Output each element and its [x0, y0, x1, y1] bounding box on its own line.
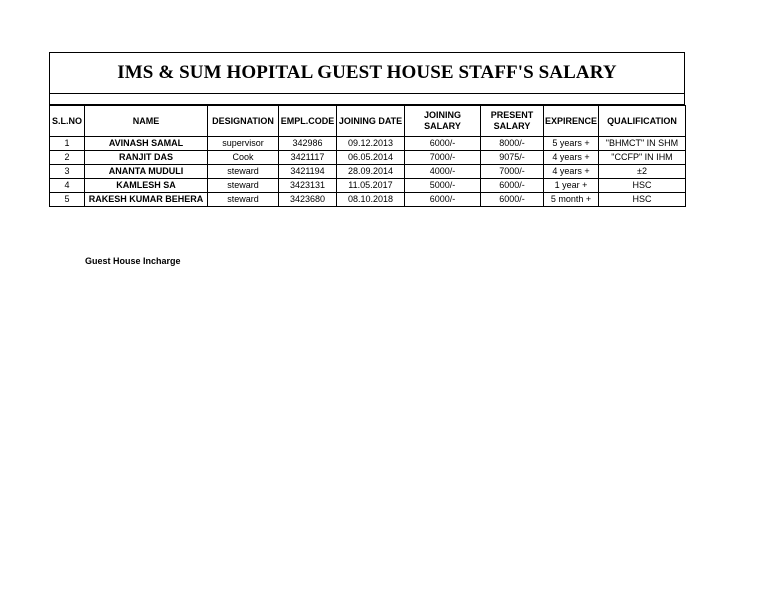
- cell-name: RAKESH KUMAR BEHERA: [85, 193, 208, 207]
- cell-empl-code: 3421194: [279, 165, 337, 179]
- blank-row: [49, 94, 685, 105]
- page-title: IMS & SUM HOPITAL GUEST HOUSE STAFF'S SALARY: [117, 62, 617, 83]
- cell-empl-code: 3423131: [279, 179, 337, 193]
- salary-table: [49, 105, 686, 207]
- cell-qualification: ±2: [599, 165, 686, 179]
- cell-designation: supervisor: [208, 137, 279, 151]
- cell-slno: 4: [50, 179, 85, 193]
- cell-present-salary: 6000/-: [481, 179, 544, 193]
- cell-name: KAMLESH SA: [85, 179, 208, 193]
- table-row: [50, 193, 686, 207]
- guest-house-incharge-label: Guest House Incharge: [85, 256, 181, 266]
- cell-joining-salary: 6000/-: [405, 193, 481, 207]
- cell-name: ANANTA MUDULI: [85, 165, 208, 179]
- header-row: [50, 106, 686, 137]
- table-row: [50, 179, 686, 193]
- cell-joining-date: 06.05.2014: [337, 151, 405, 165]
- cell-slno: 5: [50, 193, 85, 207]
- table-row: [50, 165, 686, 179]
- cell-designation: Cook: [208, 151, 279, 165]
- title-box: [49, 52, 685, 94]
- cell-designation: steward: [208, 165, 279, 179]
- cell-qualification: HSC: [599, 193, 686, 207]
- cell-empl-code: 3423680: [279, 193, 337, 207]
- header-name: NAME: [85, 106, 208, 137]
- cell-qualification: "BHMCT" IN SHM: [599, 137, 686, 151]
- cell-name: RANJIT DAS: [85, 151, 208, 165]
- header-slno: S.L.NO: [50, 106, 85, 137]
- cell-joining-salary: 7000/-: [405, 151, 481, 165]
- salary-sheet: [49, 52, 685, 207]
- header-joining-date: JOINING DATE: [337, 106, 405, 137]
- cell-expirence: 4 years +: [544, 151, 599, 165]
- cell-present-salary: 8000/-: [481, 137, 544, 151]
- cell-designation: steward: [208, 193, 279, 207]
- cell-expirence: 4 years +: [544, 165, 599, 179]
- cell-expirence: 1 year +: [544, 179, 599, 193]
- cell-joining-date: 09.12.2013: [337, 137, 405, 151]
- header-designation: DESIGNATION: [208, 106, 279, 137]
- header-qualification: QUALIFICATION: [599, 106, 686, 137]
- cell-qualification: "CCFP" IN IHM: [599, 151, 686, 165]
- header-joining-salary: JOINING SALARY: [405, 106, 481, 137]
- cell-joining-date: 08.10.2018: [337, 193, 405, 207]
- table-row: [50, 137, 686, 151]
- cell-present-salary: 6000/-: [481, 193, 544, 207]
- cell-present-salary: 9075/-: [481, 151, 544, 165]
- cell-empl-code: 3421117: [279, 151, 337, 165]
- cell-joining-salary: 4000/-: [405, 165, 481, 179]
- cell-joining-salary: 6000/-: [405, 137, 481, 151]
- cell-slno: 2: [50, 151, 85, 165]
- cell-joining-date: 11.05.2017: [337, 179, 405, 193]
- table-row: [50, 151, 686, 165]
- cell-expirence: 5 month +: [544, 193, 599, 207]
- cell-present-salary: 7000/-: [481, 165, 544, 179]
- cell-slno: 3: [50, 165, 85, 179]
- header-empl-code: EMPL.CODE: [279, 106, 337, 137]
- cell-expirence: 5 years +: [544, 137, 599, 151]
- cell-slno: 1: [50, 137, 85, 151]
- cell-name: AVINASH SAMAL: [85, 137, 208, 151]
- cell-joining-salary: 5000/-: [405, 179, 481, 193]
- header-expirence: EXPIRENCE: [544, 106, 599, 137]
- cell-designation: steward: [208, 179, 279, 193]
- cell-empl-code: 342986: [279, 137, 337, 151]
- cell-qualification: HSC: [599, 179, 686, 193]
- header-present-salary: PRESENT SALARY: [481, 106, 544, 137]
- cell-joining-date: 28.09.2014: [337, 165, 405, 179]
